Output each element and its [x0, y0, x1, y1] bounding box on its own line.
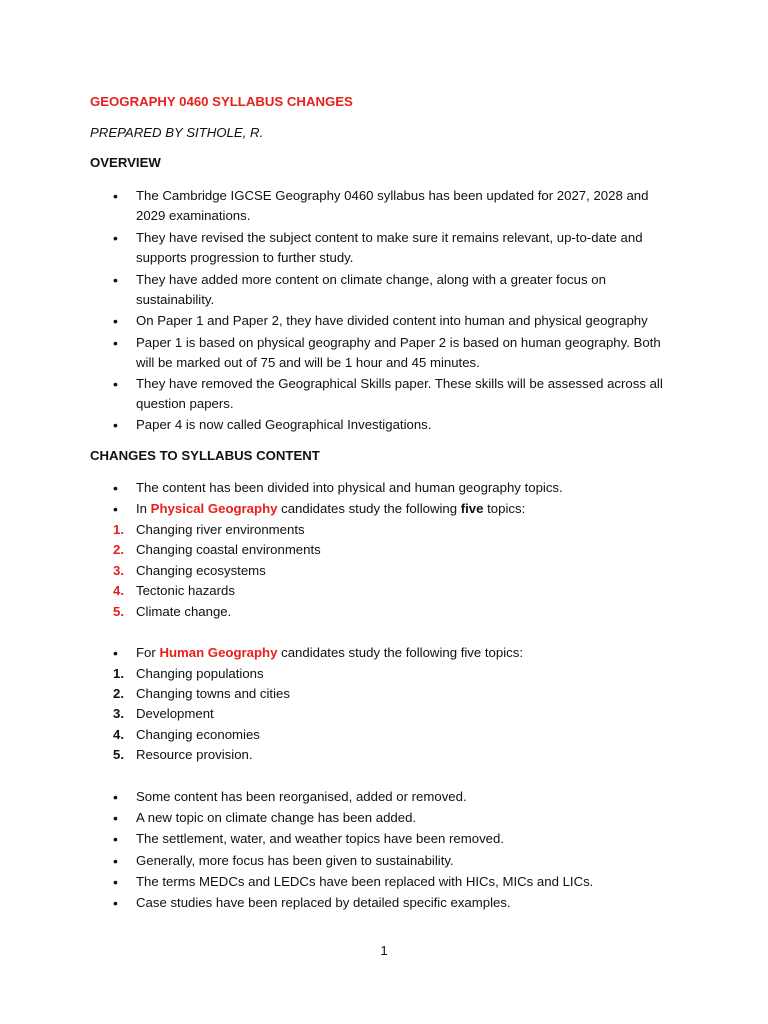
change-item: Case studies have been replaced by detailed specific examples. — [136, 895, 511, 910]
list-number: 5. — [113, 604, 124, 619]
human-topic: Changing towns and cities — [136, 686, 290, 701]
list-number: 2. — [113, 542, 124, 557]
list-number: 3. — [113, 563, 124, 578]
change-item: A new topic on climate change has been added. — [136, 810, 417, 825]
bullet-icon — [113, 872, 121, 893]
physical-geography-highlight: Physical Geography — [150, 501, 278, 516]
list-number: 1. — [113, 666, 124, 681]
bullet-icon — [113, 808, 121, 829]
physical-topic: Changing coastal environments — [136, 542, 321, 557]
overview-item: They have revised the subject content to make sure it remains relevant, up-to-date and supports progression to further study. — [136, 230, 643, 265]
physical-intro: In Physical Geography candidates study the following five topics: — [136, 501, 526, 516]
overview-item: Paper 1 is based on physical geography and Paper 2 is based on human geography. Both will be marked out of 75 and will be 1 hour and 45 minutes. — [136, 335, 661, 370]
overview-item: Paper 4 is now called Geographical Investigations. — [136, 417, 432, 432]
overview-heading: OVERVIEW — [90, 155, 161, 170]
human-geography-highlight: Human Geography — [159, 645, 278, 660]
changes-heading: CHANGES TO SYLLABUS CONTENT — [90, 448, 320, 463]
human-topic: Resource provision. — [136, 747, 253, 762]
list-number: 1. — [113, 522, 124, 537]
page-number: 1 — [380, 943, 388, 958]
bullet-icon — [113, 374, 121, 395]
overview-item: On Paper 1 and Paper 2, they have divided content into human and physical geography — [136, 313, 648, 328]
bullet-icon — [113, 787, 121, 808]
physical-topic: Changing river environments — [136, 522, 305, 537]
human-topic: Changing populations — [136, 666, 264, 681]
physical-topic: Climate change. — [136, 604, 232, 619]
overview-item: The Cambridge IGCSE Geography 0460 syllabus has been updated for 2027, 2028 and 2029 examinations. — [136, 188, 649, 223]
bullet-icon — [113, 851, 121, 872]
bullet-icon — [113, 893, 121, 914]
change-item: Generally, more focus has been given to sustainability. — [136, 853, 454, 868]
physical-topic: Tectonic hazards — [136, 583, 235, 598]
overview-item: They have added more content on climate change, along with a greater focus on sustainability. — [136, 272, 606, 307]
change-item: The settlement, water, and weather topics have been removed. — [136, 831, 504, 846]
bullet-icon — [113, 311, 121, 332]
human-topic: Changing economies — [136, 727, 260, 742]
bullet-icon — [113, 478, 121, 499]
list-number: 5. — [113, 747, 124, 762]
list-number: 2. — [113, 686, 124, 701]
document-author: PREPARED BY SITHOLE, R. — [90, 125, 264, 140]
human-intro: For Human Geography candidates study the following five topics: — [136, 645, 524, 660]
physical-topic: Changing ecosystems — [136, 563, 266, 578]
bullet-icon — [113, 228, 121, 249]
overview-item: They have removed the Geographical Skills paper. These skills will be assessed across all question papers. — [136, 376, 663, 411]
document-title: GEOGRAPHY 0460 SYLLABUS CHANGES — [90, 94, 353, 109]
changes-intro: The content has been divided into physical and human geography topics. — [136, 480, 563, 495]
change-item: Some content has been reorganised, added or removed. — [136, 789, 467, 804]
bullet-icon — [113, 415, 121, 436]
bullet-icon — [113, 186, 121, 207]
bullet-icon — [113, 829, 121, 850]
bullet-icon — [113, 333, 121, 354]
bullet-icon — [113, 270, 121, 291]
human-topic: Development — [136, 706, 214, 721]
list-number: 4. — [113, 727, 124, 742]
list-number: 3. — [113, 706, 124, 721]
list-number: 4. — [113, 583, 124, 598]
bullet-icon — [113, 643, 121, 664]
bullet-icon — [113, 499, 121, 520]
change-item: The terms MEDCs and LEDCs have been replaced with HICs, MICs and LICs. — [136, 874, 594, 889]
